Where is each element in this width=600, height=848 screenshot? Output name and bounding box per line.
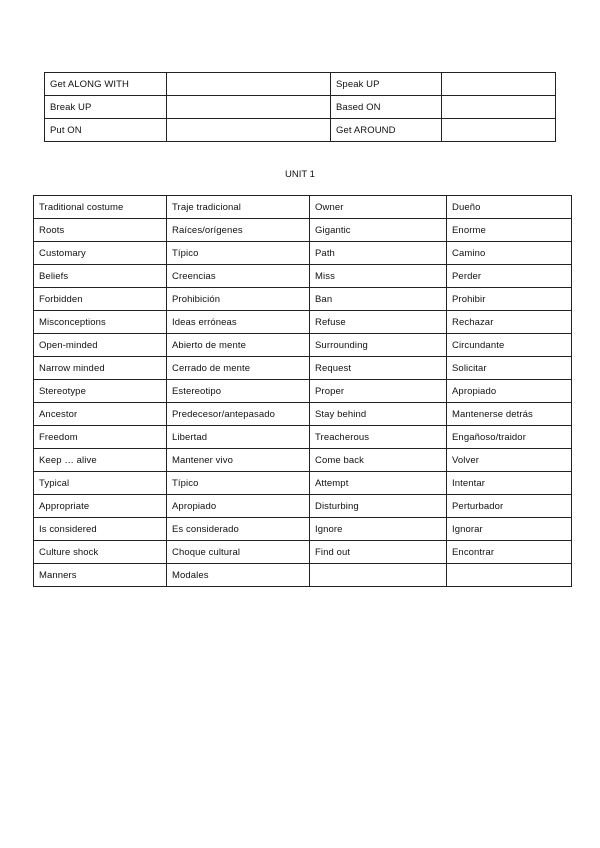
answer-cell — [442, 119, 556, 142]
spanish-translation-cell: Mantenerse detrás — [447, 403, 572, 426]
table-row — [34, 403, 572, 426]
answer-cell — [167, 96, 331, 119]
english-term-cell: Open-minded — [34, 334, 167, 357]
table-row — [34, 196, 572, 219]
spanish-translation-cell: Libertad — [167, 426, 310, 449]
answer-cell — [167, 119, 331, 142]
spanish-translation-cell: Ideas erróneas — [167, 311, 310, 334]
spanish-translation-cell: Creencias — [167, 265, 310, 288]
table-row — [34, 380, 572, 403]
spanish-translation-cell: Engañoso/traidor — [447, 426, 572, 449]
english-term-cell: Gigantic — [310, 219, 447, 242]
table-row — [34, 288, 572, 311]
english-term-cell: Beliefs — [34, 265, 167, 288]
english-term-cell: Keep … alive — [34, 449, 167, 472]
spanish-translation-cell: Cerrado de mente — [167, 357, 310, 380]
spanish-translation-cell: Es considerado — [167, 518, 310, 541]
unit-title: UNIT 1 — [285, 169, 315, 180]
phrasal-verb-cell: Get AROUND — [331, 119, 442, 142]
spanish-translation-cell: Perder — [447, 265, 572, 288]
spanish-translation-cell: Traje tradicional — [167, 196, 310, 219]
english-term-cell: Surrounding — [310, 334, 447, 357]
phrasal-verb-cell: Break UP — [45, 96, 167, 119]
spanish-translation-cell: Prohibición — [167, 288, 310, 311]
english-term-cell: Narrow minded — [34, 357, 167, 380]
spanish-translation-cell: Modales — [167, 564, 310, 587]
table-row — [34, 541, 572, 564]
table-row — [34, 472, 572, 495]
table-row — [45, 119, 556, 142]
spanish-translation-cell: Circundante — [447, 334, 572, 357]
english-term-cell: Freedom — [34, 426, 167, 449]
table-row — [45, 73, 556, 96]
spanish-translation-cell: Encontrar — [447, 541, 572, 564]
table-row — [34, 242, 572, 265]
spanish-translation-cell: Perturbador — [447, 495, 572, 518]
spanish-translation-cell: Mantener vivo — [167, 449, 310, 472]
english-term-cell: Find out — [310, 541, 447, 564]
spanish-translation-cell: Intentar — [447, 472, 572, 495]
table-row — [34, 334, 572, 357]
spanish-translation-cell: Dueño — [447, 196, 572, 219]
english-term-cell: Ancestor — [34, 403, 167, 426]
spanish-translation-cell: Estereotipo — [167, 380, 310, 403]
english-term-cell: Treacherous — [310, 426, 447, 449]
spanish-translation-cell: Abierto de mente — [167, 334, 310, 357]
english-term-cell: Attempt — [310, 472, 447, 495]
spanish-translation-cell: Predecesor/antepasado — [167, 403, 310, 426]
english-term-cell: Ban — [310, 288, 447, 311]
table-row — [34, 265, 572, 288]
english-term-cell: Stereotype — [34, 380, 167, 403]
english-term-cell: Roots — [34, 219, 167, 242]
english-term-cell: Stay behind — [310, 403, 447, 426]
english-term-cell: Appropriate — [34, 495, 167, 518]
english-term-cell: Ignore — [310, 518, 447, 541]
spanish-translation-cell: Raíces/orígenes — [167, 219, 310, 242]
english-term-cell: Forbidden — [34, 288, 167, 311]
spanish-translation-cell: Rechazar — [447, 311, 572, 334]
table-row — [34, 426, 572, 449]
english-term-cell: Path — [310, 242, 447, 265]
english-term-cell: Owner — [310, 196, 447, 219]
spanish-translation-cell: Apropiado — [447, 380, 572, 403]
spanish-translation-cell: Apropiado — [167, 495, 310, 518]
spanish-translation-cell: Prohibir — [447, 288, 572, 311]
english-term-cell: Come back — [310, 449, 447, 472]
vocabulary-table — [33, 195, 572, 587]
table-row — [34, 219, 572, 242]
english-term-cell: Proper — [310, 380, 447, 403]
phrasal-verb-cell: Speak UP — [331, 73, 442, 96]
spanish-translation-cell: Choque cultural — [167, 541, 310, 564]
english-term-cell: Refuse — [310, 311, 447, 334]
english-term-cell: Disturbing — [310, 495, 447, 518]
spanish-translation-cell — [447, 564, 572, 587]
table-row — [34, 357, 572, 380]
phrasal-verb-cell: Based ON — [331, 96, 442, 119]
answer-cell — [167, 73, 331, 96]
spanish-translation-cell: Ignorar — [447, 518, 572, 541]
phrasal-verb-cell: Get ALONG WITH — [45, 73, 167, 96]
english-term-cell: Customary — [34, 242, 167, 265]
spanish-translation-cell: Típico — [167, 242, 310, 265]
vocabulary-body — [34, 196, 572, 587]
table-row — [34, 449, 572, 472]
table-row — [34, 564, 572, 587]
spanish-translation-cell: Enorme — [447, 219, 572, 242]
table-row — [34, 495, 572, 518]
answer-cell — [442, 96, 556, 119]
phrasal-verb-cell: Put ON — [45, 119, 167, 142]
english-term-cell — [310, 564, 447, 587]
phrasal-verbs-table — [44, 72, 556, 142]
table-row — [34, 518, 572, 541]
english-term-cell: Typical — [34, 472, 167, 495]
spanish-translation-cell: Volver — [447, 449, 572, 472]
spanish-translation-cell: Típico — [167, 472, 310, 495]
english-term-cell: Miss — [310, 265, 447, 288]
english-term-cell: Misconceptions — [34, 311, 167, 334]
english-term-cell: Traditional costume — [34, 196, 167, 219]
english-term-cell: Request — [310, 357, 447, 380]
english-term-cell: Culture shock — [34, 541, 167, 564]
english-term-cell: Manners — [34, 564, 167, 587]
english-term-cell: Is considered — [34, 518, 167, 541]
answer-cell — [442, 73, 556, 96]
spanish-translation-cell: Camino — [447, 242, 572, 265]
spanish-translation-cell: Solicitar — [447, 357, 572, 380]
table-row — [45, 96, 556, 119]
table-row — [34, 311, 572, 334]
